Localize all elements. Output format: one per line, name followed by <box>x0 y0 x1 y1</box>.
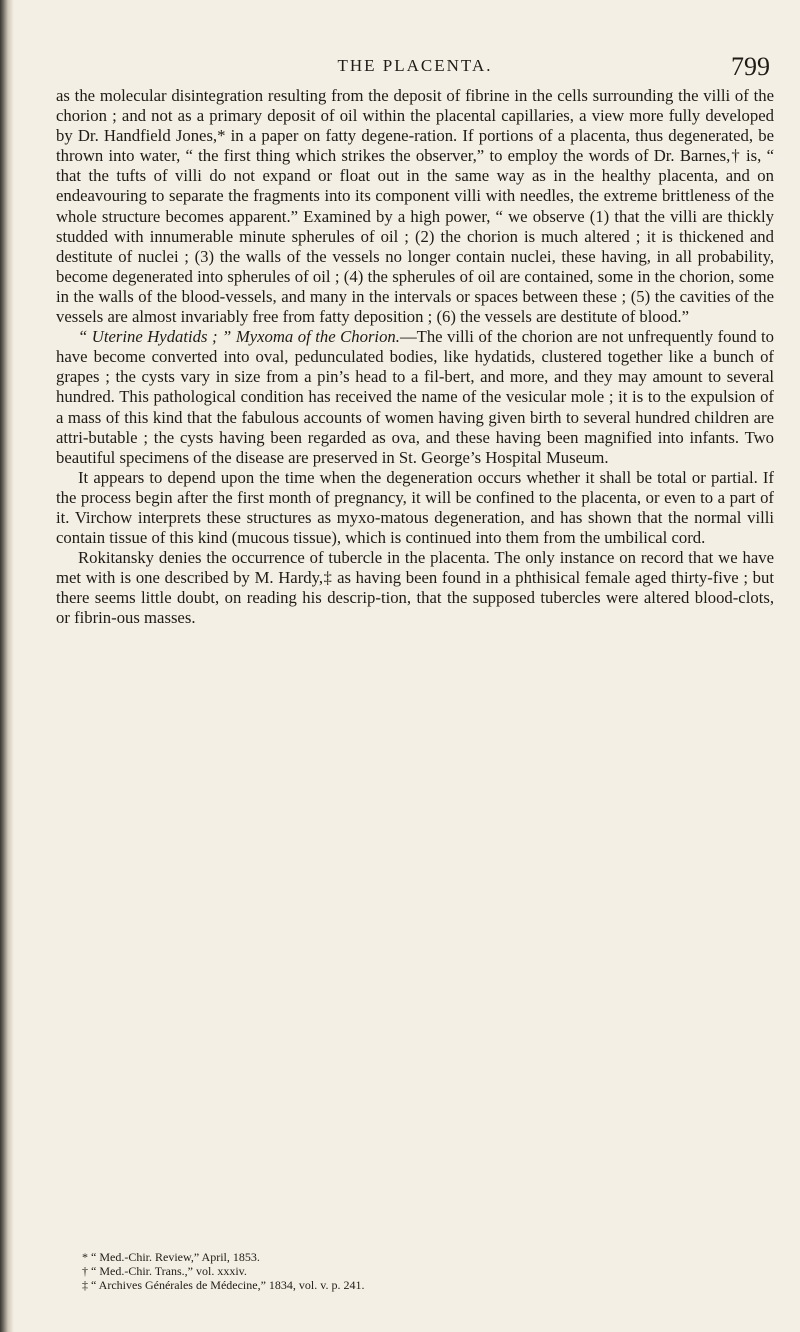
footnote: * “ Med.-Chir. Review,” April, 1853. <box>82 1250 260 1264</box>
hydatids-heading-uterine: “ Uterine Hydatids ; ” <box>78 327 232 347</box>
paragraph-hydatids <box>56 327 774 468</box>
body-text <box>56 86 774 629</box>
paragraph-tubercle: Rokitansky denies the occurrence of tubercle in the placenta. The only instance on record that we have met with is one described by M. Hardy,‡ as having been found in a phthisical female aged thirty-five ; but there seems little doubt, on reading his descrip-tion, that the supposed tubercles were altered blood-clots, or fibrin-ous masses. <box>56 548 774 628</box>
footnote: ‡ “ Archives Générales de Médecine,” 1834, vol. v. p. 241. <box>82 1278 365 1292</box>
page-number: 799 <box>731 52 770 81</box>
paragraph-fatty-degeneration: as the molecular disintegration resulting from the deposit of fibrine in the cells surrounding the villi of the chorion ; and not as a primary deposit of oil within the placental capillaries, a view more fully developed by Dr. Handfield Jones,* in a paper on fatty degene-ration. If portions of a placenta, thus degenerated, be thrown into water, “ the first thing which strikes the observer,” to employ the words of Dr. Barnes,† is, “ that the tufts of villi do not expand or float out in the same way as in the healthy placenta, and on endeavouring to separate the fragments into its component villi with needles, the extreme brittleness of the whole structure becomes apparent.” Examined by a high power, “ we observe (1) that the villi are thickly studded with innumerable minute spherules of oil ; (2) the chorion is much altered ; it is thickened and destitute of nuclei ; (3) the walls of the vessels no longer contain nuclei, these having, in all probability, become degenerated into spherules of oil ; (4) the spherules of oil are contained, some in the chorion, some in the walls of the blood-vessels, and many in the intervals or spaces between these ; (5) the cavities of the vessels are almost invariably free from fatty deposition ; (6) the vessels are destitute of blood.” <box>56 86 774 327</box>
footnotes <box>82 1250 772 1292</box>
page-header <box>60 52 770 81</box>
hydatids-text: —The villi of the chorion are not unfrequently found to have become converted into oval, pedunculated bodies, like hydatids, clustered together like a bunch of grapes ; the cysts vary in size from a pin’s head to a fil-bert, and more, and they may amount to several hundred. This pathological condition has received the name of the vesicular mole ; it is to the expulsion of a mass of this kind that the fabulous accounts of women having given birth to several hundred children are attri-butable ; the cysts having been regarded as ova, and these having been magnified into infants. Two beautiful specimens of the disease are preserved in St. George’s Hospital Museum. <box>56 327 775 467</box>
running-title: THE PLACENTA. <box>337 56 493 75</box>
footnote: † “ Med.-Chir. Trans.,” vol. xxxiv. <box>82 1264 247 1278</box>
paragraph-degeneration-timing: It appears to depend upon the time when the degeneration occurs whether it shall be total or partial. If the process begin after the first month of pregnancy, it will be confined to the placenta, or even to a part of it. Virchow interprets these structures as myxo-matous degeneration, and has shown that the normal villi contain tissue of this kind (mucous tissue), which is continued into them from the umbilical cord. <box>56 467 774 548</box>
hydatids-heading-myxoma: Myxoma of the Chorion. <box>235 327 400 347</box>
book-spine-shadow <box>0 0 14 1332</box>
